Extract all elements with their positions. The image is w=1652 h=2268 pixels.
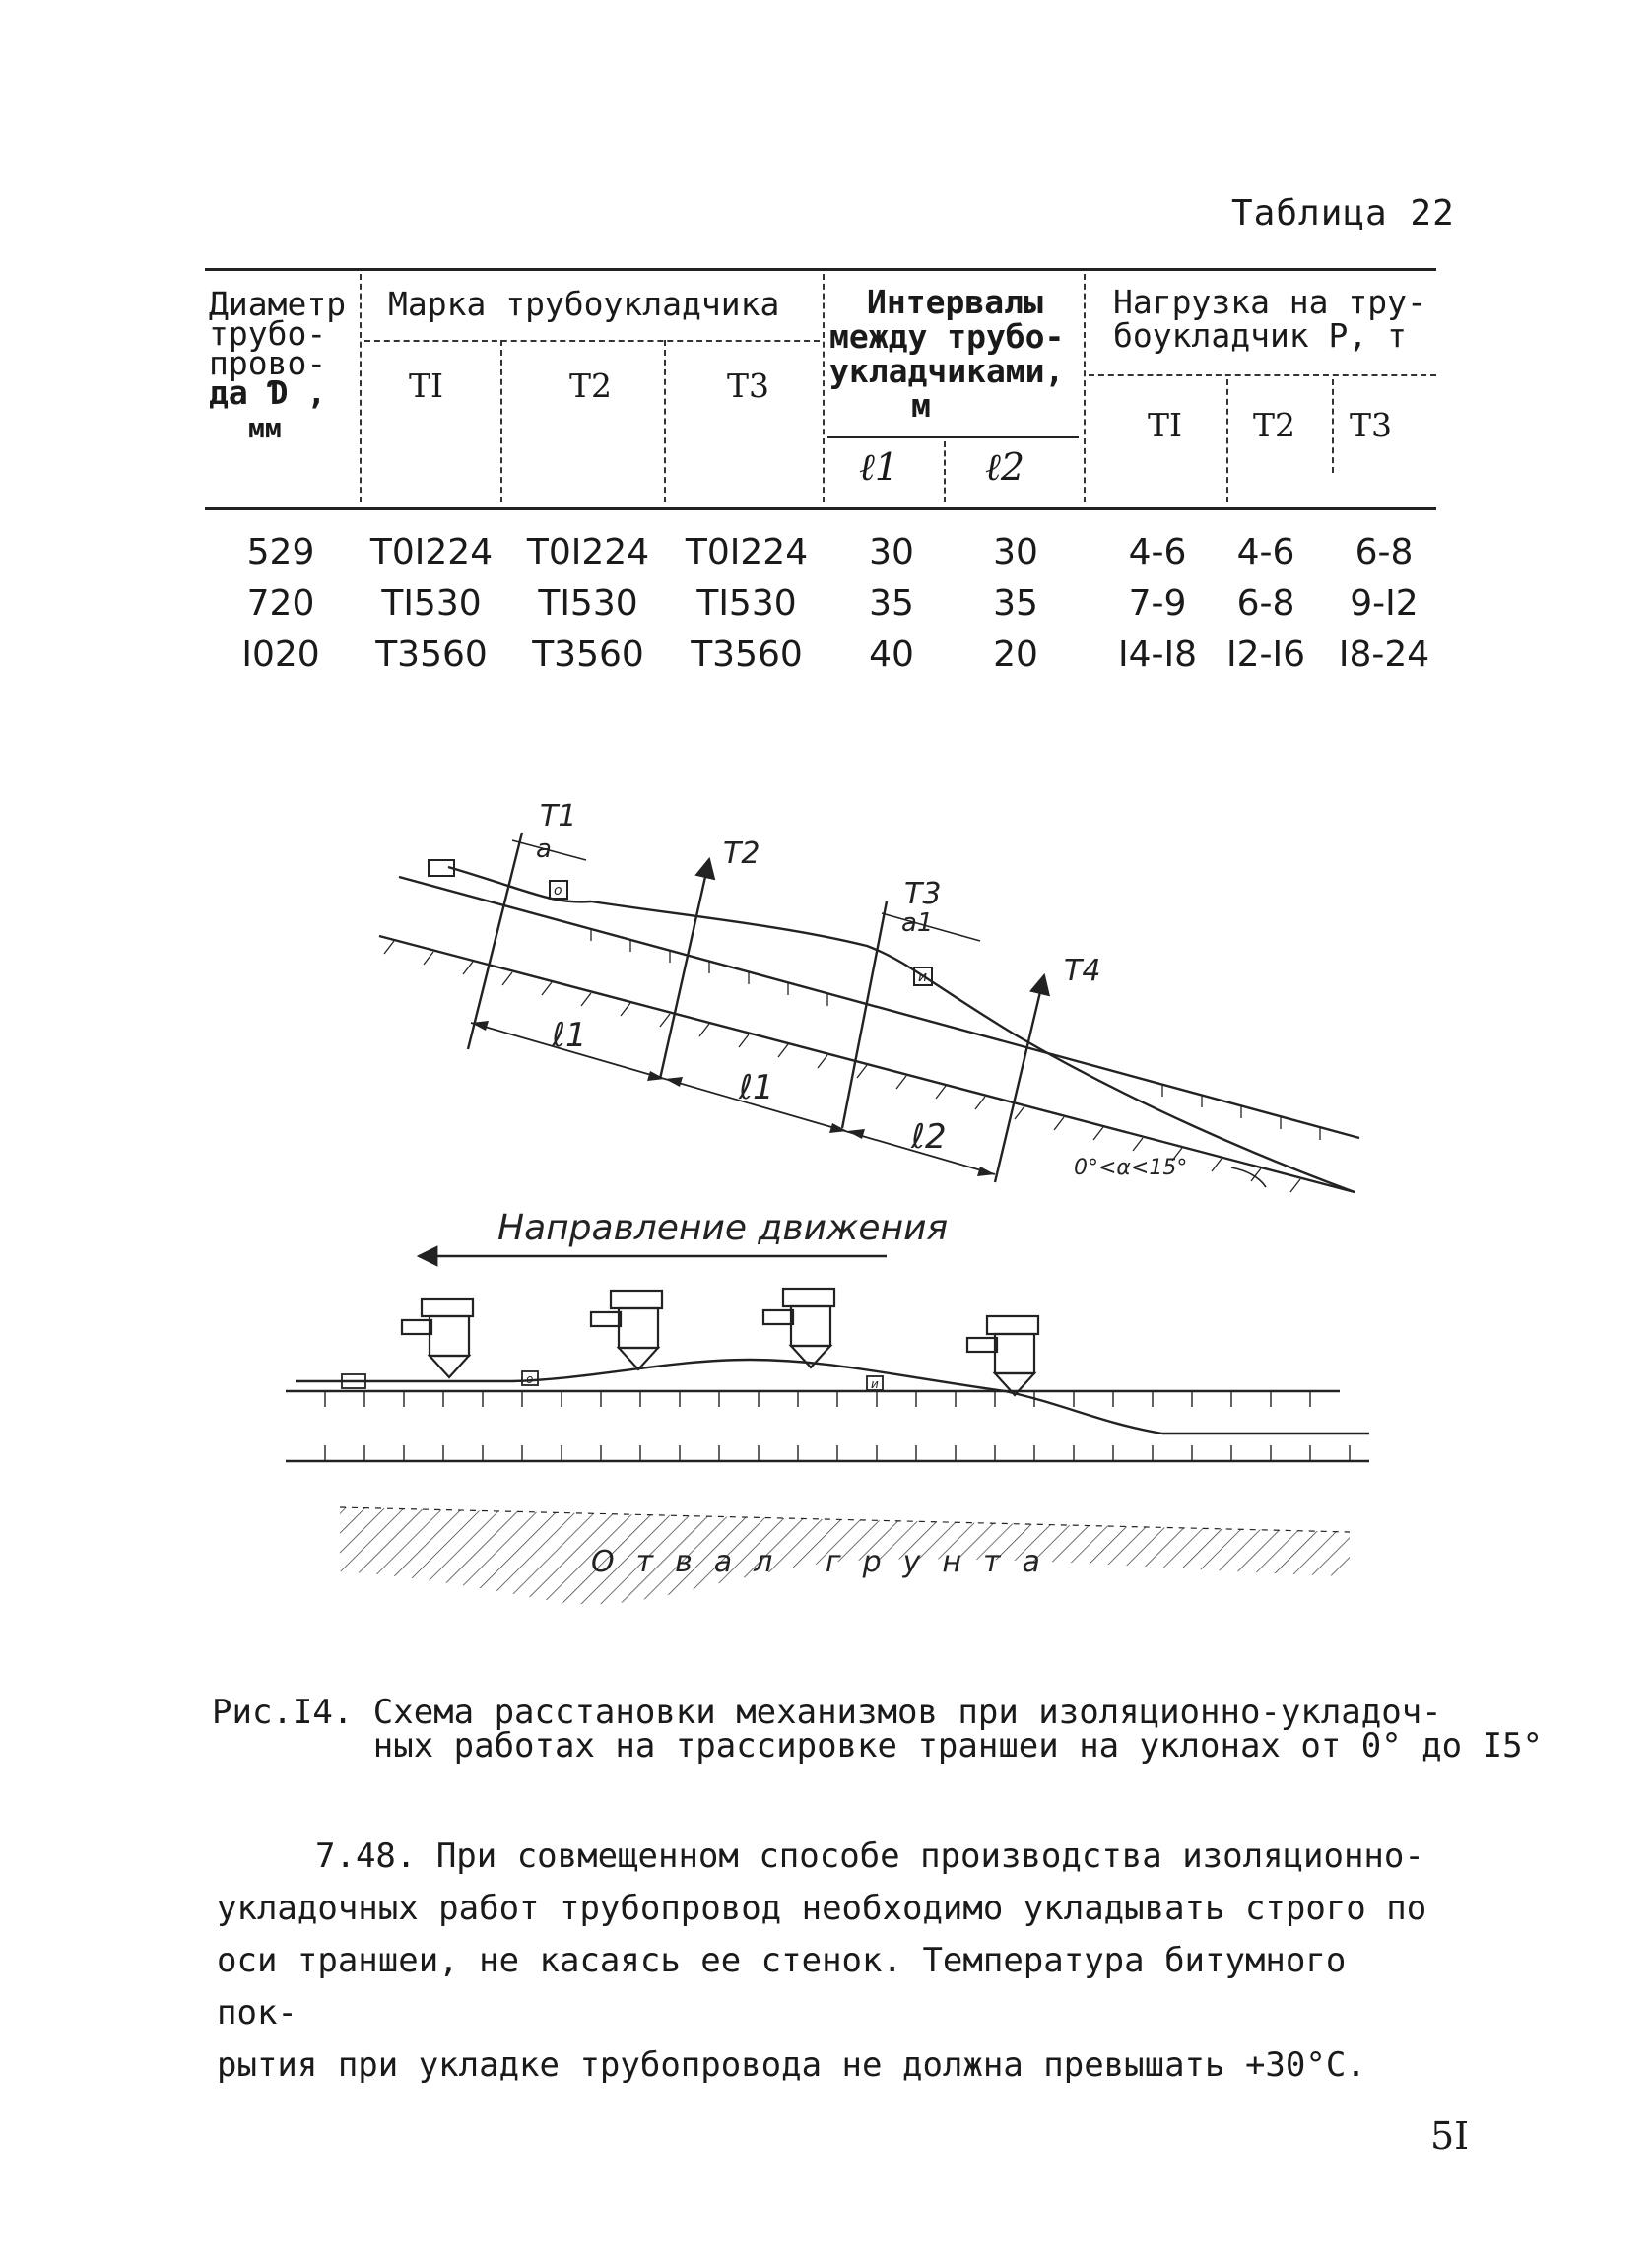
pipelayer-1-icon <box>402 1299 473 1377</box>
header-load-t2: T2 <box>1253 406 1296 444</box>
cell-interval-l1: 35 <box>869 583 914 624</box>
label-spoil: Отвал грунта <box>591 1545 1062 1579</box>
header-diameter-2: трубо- <box>209 314 327 353</box>
plan-label-box-i: и <box>871 1377 879 1391</box>
cell-brand-t3: TI530 <box>696 583 797 624</box>
header-load-t3: T3 <box>1350 406 1393 444</box>
cell-brand-t3: T3560 <box>691 634 803 675</box>
pipelayer-2-icon <box>591 1291 662 1369</box>
cell-brand-t1: T3560 <box>375 634 488 675</box>
header-load-t1: TI <box>1148 406 1183 444</box>
cell-interval-l1: 30 <box>869 532 914 572</box>
label-t4: T4 <box>1064 954 1101 988</box>
cell-interval-l2: 20 <box>993 634 1038 675</box>
cell-brand-t1: T0I224 <box>369 532 494 572</box>
label-box-i: и <box>918 969 928 985</box>
pipelayer-3-icon <box>763 1289 834 1367</box>
figure-caption-line-1: Рис.I4. Схема расстановки механизмов при изоляционно-укладоч- <box>212 1693 1442 1732</box>
paragraph-line: 7.48. При совмещенном способе производства изоляционно- <box>315 1836 1424 1876</box>
cell-load-t3: I8-24 <box>1338 634 1430 675</box>
slope-hatching <box>384 941 1300 1192</box>
header-intervals-4: м <box>911 386 931 425</box>
cell-interval-l1: 40 <box>869 634 914 675</box>
slope-scheme <box>379 833 1359 1192</box>
plan-label-box-o: о <box>526 1372 534 1386</box>
cell-brand-t2: TI530 <box>538 583 638 624</box>
cell-load-t1: 7-9 <box>1128 583 1187 624</box>
header-diameter-5: мм <box>248 412 282 444</box>
header-intervals-2: между трубо- <box>829 317 1065 356</box>
header-load-1: Нагрузка на тру- <box>1113 283 1426 321</box>
header-brand-t2: T2 <box>569 367 613 405</box>
bottom-line-ticks <box>325 1445 1350 1461</box>
header-diameter-1: Диаметр <box>209 285 347 323</box>
cell-load-t1: I4-I8 <box>1117 634 1198 675</box>
pipelayer-4-icon <box>967 1316 1038 1395</box>
header-intervals-3: укладчиками, <box>829 352 1065 390</box>
label-angle: 0°<α<15° <box>1074 1156 1188 1180</box>
header-intervals-l1: ℓ1 <box>859 445 899 489</box>
label-direction: Направление движения <box>497 1208 949 1248</box>
header-diameter-3: прово- <box>209 344 327 382</box>
cell-brand-t2: T0I224 <box>526 532 650 572</box>
header-intervals-l2: ℓ2 <box>985 445 1025 489</box>
paragraph-line: рытия при укладке трубопровода не должна превышать +30°С. <box>217 2045 1366 2085</box>
label-t2: T2 <box>723 836 760 871</box>
cell-interval-l2: 30 <box>993 532 1038 572</box>
header-brand: Марка трубоукладчика <box>388 285 780 323</box>
angle-arc <box>1231 1167 1266 1187</box>
trench-lower-edge <box>379 936 1355 1192</box>
pipelayer-t2-line <box>660 859 709 1079</box>
header-diameter-4: да Ɗ , <box>209 373 327 412</box>
cell-load-t1: 4-6 <box>1128 532 1187 572</box>
pipelayer-t1-line <box>468 833 522 1049</box>
cell-diameter: I020 <box>241 634 320 675</box>
label-t1: T1 <box>540 799 577 834</box>
cell-diameter: 529 <box>246 532 315 572</box>
header-brand-t1: TI <box>409 367 444 405</box>
top-line-ticks <box>325 1391 1310 1407</box>
cell-load-t2: I2-I6 <box>1225 634 1306 675</box>
cell-load-t2: 4-6 <box>1236 532 1295 572</box>
cell-interval-l2: 35 <box>993 583 1038 624</box>
label-a: a <box>536 834 552 864</box>
cell-brand-t1: TI530 <box>381 583 482 624</box>
label-box-o: о <box>554 883 562 899</box>
cell-load-t2: 6-8 <box>1236 583 1295 624</box>
label-a1: a1 <box>901 908 934 938</box>
pipelayer-t4-line <box>995 975 1044 1182</box>
label-t3: T3 <box>904 877 942 911</box>
label-l1-second: ℓ1 <box>739 1068 774 1107</box>
pipelayer-t3-line <box>842 901 887 1128</box>
paragraph-line: оси траншеи, не касаясь ее стенок. Температура битумного пок- <box>217 1941 1347 2033</box>
cell-load-t3: 9-I2 <box>1350 583 1419 624</box>
page-number: 5I <box>1430 2114 1470 2158</box>
table-caption: Таблица 22 <box>1231 193 1455 233</box>
label-l2: ℓ2 <box>911 1117 947 1157</box>
header-load-2: боукладчик P, т <box>1113 316 1408 355</box>
cell-diameter: 720 <box>246 583 315 624</box>
header-intervals-1: Интервалы <box>867 283 1043 321</box>
cell-brand-t2: T3560 <box>532 634 644 675</box>
paragraph-line: укладочных работ трубопровод необходимо укладывать строго по <box>217 1889 1427 1928</box>
label-l1-first: ℓ1 <box>552 1016 587 1055</box>
cell-load-t3: 6-8 <box>1355 532 1414 572</box>
cell-brand-t3: T0I224 <box>685 532 809 572</box>
body-paragraph <box>217 1831 1438 2092</box>
trench-upper-edge <box>399 877 1359 1138</box>
header-brand-t3: T3 <box>727 367 770 405</box>
figure-caption-line-2: ных работах на трассировке траншеи на уклонах от 0° до I5° <box>212 1726 1544 1766</box>
